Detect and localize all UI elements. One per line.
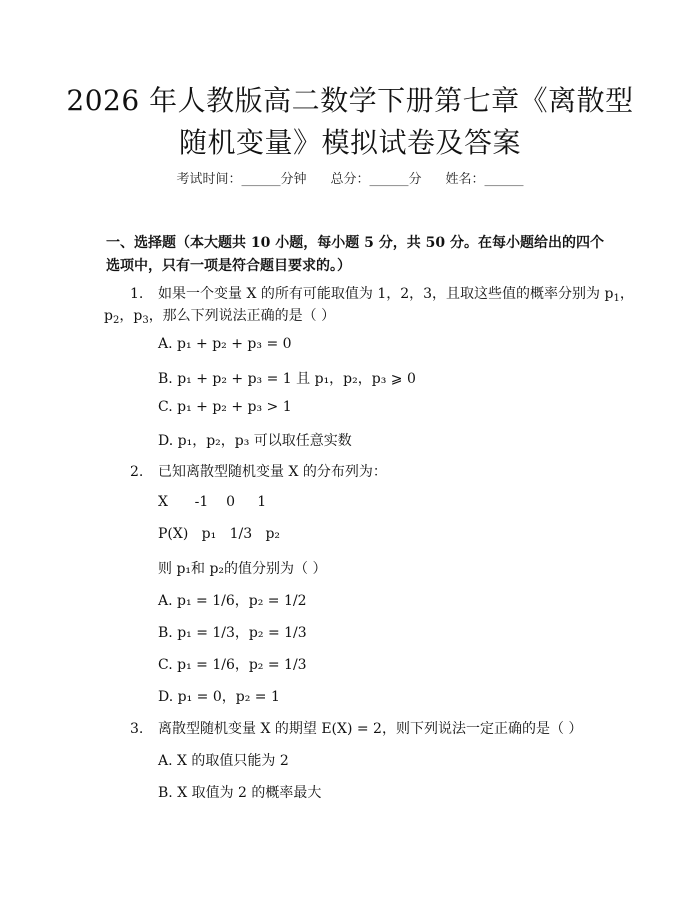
q2-option-a: A. p₁ = 1/6，p₂ = 1/2	[158, 593, 307, 609]
q1-option-a: A. p₁ + p₂ + p₃ = 0	[158, 336, 292, 352]
exam-total-score: 总分：______分	[330, 172, 422, 187]
question-number: 2.	[130, 464, 144, 480]
q2-option-c: C. p₁ = 1/6，p₂ = 1/3	[158, 657, 307, 673]
q1-option-c: C. p₁ + p₂ + p₃ > 1	[158, 399, 292, 415]
exam-time: 考试时间：______分钟	[176, 172, 307, 187]
question-2-stem: 2. 已知离散型随机变量 X 的分布列为：	[130, 464, 387, 480]
section-heading: 一、选择题（本大题共 10 小题，每小题 5 分，共 50 分。在每小题给出的四个选项中，只有一项是符合题目要求的。）	[106, 235, 604, 274]
distribution-row-x: X -1 0 1	[158, 494, 267, 510]
question-1-line1: 1. 如果一个变量 X 的所有可能取值为 1，2，3，且取这些值的概率分别为 $p_1$，	[130, 286, 634, 304]
exam-name: 姓名：______	[445, 172, 524, 187]
q1-option-b: B. p₁ + p₂ + p₃ = 1 且 p₁，p₂，p₃ ⩾ 0	[158, 371, 416, 387]
document-title-line2: 随机变量》模拟试卷及答案	[178, 126, 521, 159]
question-1-line2: $p_2$，$p_3$，那么下列说法正确的是（ ）	[104, 308, 336, 326]
q2-option-d: D. p₁ = 0，p₂ = 1	[158, 689, 280, 705]
q3-option-b: B. X 取值为 2 的概率最大	[158, 785, 322, 801]
question-3-stem: 3. 离散型随机变量 X 的期望 E(X) = 2，则下列说法一定正确的是（ ）	[130, 721, 583, 737]
q1-option-d: D. p₁，p₂，p₃ 可以取任意实数	[158, 433, 352, 449]
distribution-row-p: P(X) p₁ 1/3 p₂	[158, 526, 281, 542]
question-2-ask: 则 p₁和 p₂的值分别为（ ）	[158, 561, 327, 577]
document-title-line1: 2026 年人教版高二数学下册第七章《离散型	[66, 84, 634, 117]
q3-option-a: A. X 的取值只能为 2	[158, 753, 289, 769]
question-number: 1.	[130, 286, 144, 302]
q2-option-b: B. p₁ = 1/3，p₂ = 1/3	[158, 625, 307, 641]
exam-meta	[0, 168, 700, 187]
question-number: 3.	[130, 721, 144, 737]
